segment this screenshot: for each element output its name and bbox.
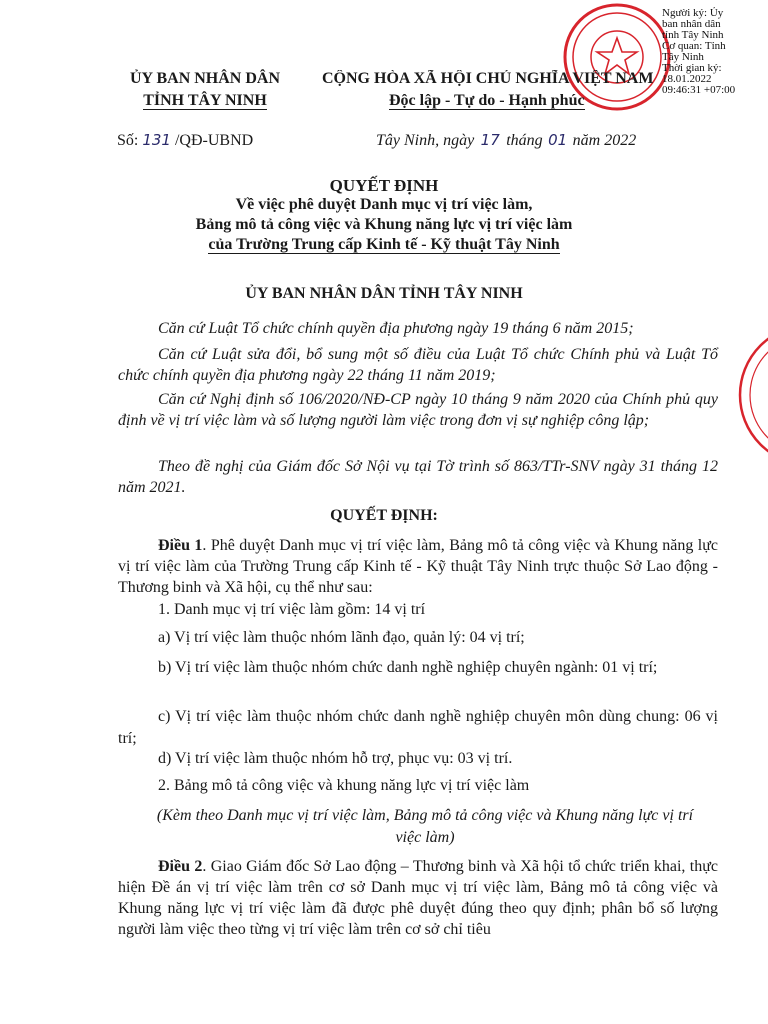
preamble-3: Căn cứ Nghị định số 106/2020/NĐ-CP ngày 10 tháng 9 năm 2020 của Chính phủ quy định về vị trí việc làm và số lượng người làm việc trong đơn vị sự nghiệp công lập; [118, 391, 718, 429]
signature-line: Người ký: Ủy [662, 7, 724, 19]
document-date: Tây Ninh, ngày 17 tháng 01 năm 2022 [376, 131, 637, 149]
signature-line: ban nhân dân [662, 18, 721, 30]
article-1-item-a: a) Vị trí việc làm thuộc nhóm lãnh đạo, quản lý: 04 vị trí; [158, 629, 525, 646]
article-2-label: Điều 2 [158, 858, 203, 875]
handwritten-day: 17 [480, 131, 500, 149]
digital-signature-info [662, 8, 766, 96]
article-2: Điều 2. Giao Giám đốc Sở Lao động – Thương binh và Xã hội tổ chức triển khai, thực hiện Đề án vị trí việc làm trên cơ sở Danh mục vị trí việc làm, Bảng mô tả công việc và Khung năng lực vị trí việc làm đã được phê duyệt đúng theo quy định; phân bổ số lượng người làm việc theo từng vị trí việc làm trên cơ sở chỉ tiêu [118, 858, 719, 938]
document-title: QUYẾT ĐỊNH [329, 176, 439, 195]
decision-heading: QUYẾT ĐỊNH: [330, 507, 438, 524]
title-subject-line1: Về việc phê duyệt Danh mục vị trí việc làm, [235, 196, 533, 213]
article-1-note: (Kèm theo Danh mục vị trí việc làm, Bảng mô tả công việc và Khung năng lực vị trí việc làm) [156, 807, 694, 846]
agency-name-line2: TỈNH TÂY NINH [143, 92, 267, 109]
signature-line: Cơ quan: Tỉnh [662, 40, 726, 52]
preamble-2: Căn cứ Luật sửa đổi, bổ sung một số điều của Luật Tổ chức Chính phủ và Luật Tổ chức chính quyền địa phương ngày 22 tháng 11 năm 2019; [118, 346, 718, 384]
handwritten-number: 131 [142, 131, 171, 149]
preamble-4: Theo đề nghị của Giám đốc Sở Nội vụ tại Tờ trình số 863/TTr-SNV ngày 31 tháng 12 năm 2021. [118, 458, 718, 496]
nation-name: CỘNG HÒA XÃ HỘI CHỦ NGHĨA VIỆT NAM [322, 70, 654, 87]
issuing-authority: ỦY BAN NHÂN DÂN TỈNH TÂY NINH [245, 285, 523, 302]
article-1: Điều 1. Phê duyệt Danh mục vị trí việc làm, Bảng mô tả công việc và Khung năng lực vị trí việc làm của Trường Trung cấp Kinh tế - Kỹ thuật Tây Ninh trực thuộc Sở Lao động - Thương binh và Xã hội, cụ thể như sau: [118, 537, 719, 596]
signature-line: Tây Ninh [662, 51, 704, 63]
article-1-label: Điều 1 [158, 537, 203, 554]
document-number: Số: 131 /QĐ-UBND [117, 131, 254, 149]
article-1-item-d: d) Vị trí việc làm thuộc nhóm hỗ trợ, phục vụ: 03 vị trí. [158, 750, 513, 767]
agency-name-line1: ỦY BAN NHÂN DÂN [129, 70, 281, 87]
signature-line: tỉnh Tây Ninh [662, 29, 724, 41]
preamble-1: Căn cứ Luật Tổ chức chính quyền địa phương ngày 19 tháng 6 năm 2015; [158, 320, 634, 337]
signature-line: 18.01.2022 [662, 73, 712, 85]
partial-seal-icon [735, 320, 768, 470]
signature-line: Thời gian ký: [662, 62, 722, 74]
article-1-item-2: 2. Bảng mô tả công việc và khung năng lực vị trí việc làm [158, 777, 530, 794]
nation-motto: Độc lập - Tự do - Hạnh phúc [389, 92, 585, 109]
signature-line: 09:46:31 +07:00 [662, 84, 736, 96]
handwritten-month: 01 [548, 131, 568, 149]
article-1-item-1: 1. Danh mục vị trí việc làm gồm: 14 vị trí [158, 601, 426, 618]
article-1-item-b: b) Vị trí việc làm thuộc nhóm chức danh nghề nghiệp chuyên ngành: 01 vị trí; [158, 659, 658, 676]
title-subject-line2: Bảng mô tả công việc và Khung năng lực vị trí việc làm [195, 216, 573, 233]
article-1-item-c: c) Vị trí việc làm thuộc nhóm chức danh nghề nghiệp chuyên môn dùng chung: 06 vị trí; [118, 708, 718, 747]
title-subject-line3: của Trường Trung cấp Kinh tế - Kỹ thuật Tây Ninh [208, 236, 560, 253]
